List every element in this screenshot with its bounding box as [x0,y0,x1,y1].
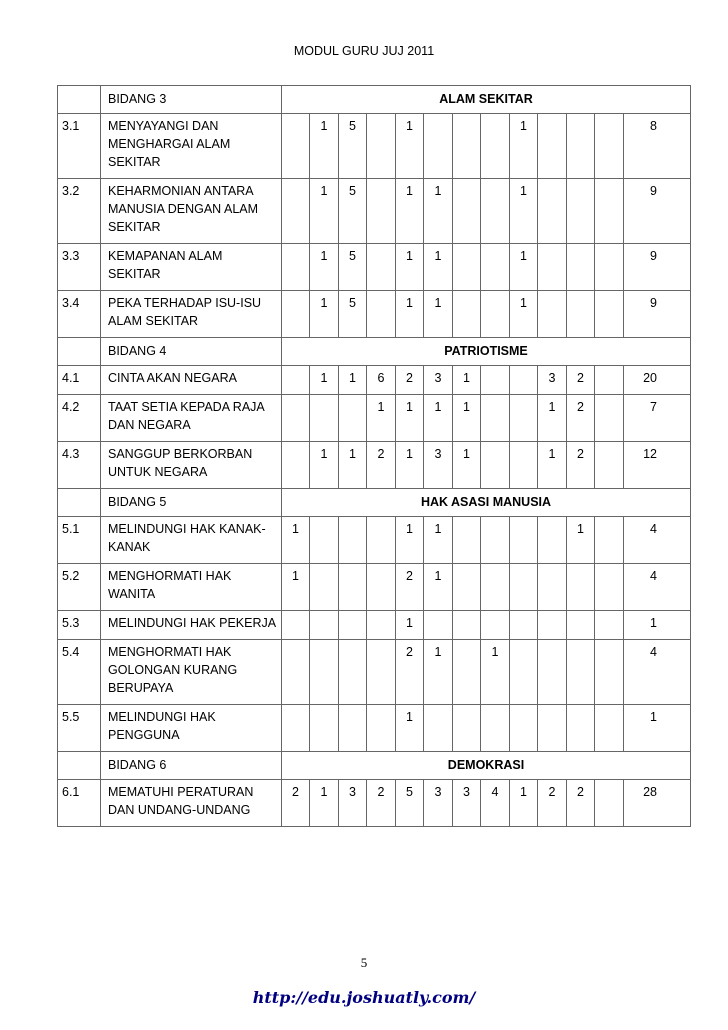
value-cell: 3 [424,780,453,827]
value-cell [367,640,396,705]
table-row [58,517,691,564]
value-cell [538,517,567,564]
section-code-cell [58,752,101,780]
value-cell [510,395,538,442]
row-total: 9 [624,179,691,244]
value-cell: 1 [310,366,339,395]
row-name: SANGGUP BERKORBAN UNTUK NEGARA [101,442,282,489]
value-cell [481,114,510,179]
value-cell [367,179,396,244]
value-cell: 1 [424,179,453,244]
row-name: MENGHORMATI HAK GOLONGAN KURANG BERUPAYA [101,640,282,705]
table-row [58,395,691,442]
section-title: HAK ASASI MANUSIA [282,489,691,517]
value-cell [453,611,481,640]
value-cell: 2 [567,395,595,442]
value-cell: 1 [396,517,424,564]
value-cell [595,114,624,179]
value-cell: 2 [538,780,567,827]
row-code: 3.3 [58,244,101,291]
value-cell: 3 [424,366,453,395]
value-cell [310,611,339,640]
value-cell: 3 [424,442,453,489]
value-cell: 1 [510,114,538,179]
value-cell [453,114,481,179]
row-name: MENYAYANGI DAN MENGHARGAI ALAM SEKITAR [101,114,282,179]
value-cell [595,395,624,442]
value-cell: 1 [453,442,481,489]
value-cell [538,705,567,752]
row-name: MELINDUNGI HAK PEKERJA [101,611,282,640]
value-cell [424,705,453,752]
section-code-cell [58,489,101,517]
value-cell [310,705,339,752]
row-total: 4 [624,640,691,705]
page-number: 5 [360,955,368,970]
row-total: 28 [624,780,691,827]
row-total: 9 [624,291,691,338]
value-cell [310,395,339,442]
value-cell: 4 [481,780,510,827]
table-row [58,179,691,244]
value-cell [481,179,510,244]
section-title: DEMOKRASI [282,752,691,780]
value-cell: 5 [339,179,367,244]
row-code: 4.1 [58,366,101,395]
value-cell: 6 [367,366,396,395]
value-cell: 1 [396,114,424,179]
value-cell [367,244,396,291]
value-cell: 1 [424,517,453,564]
value-cell [367,705,396,752]
value-cell [595,517,624,564]
row-name: PEKA TERHADAP ISU-ISU ALAM SEKITAR [101,291,282,338]
value-cell [481,517,510,564]
value-cell: 1 [424,640,453,705]
value-cell: 1 [310,179,339,244]
section-title: PATRIOTISME [282,338,691,366]
value-cell [367,114,396,179]
value-cell [538,291,567,338]
row-total: 7 [624,395,691,442]
value-cell [510,705,538,752]
value-cell [481,611,510,640]
row-name: MELINDUNGI HAK KANAK-KANAK [101,517,282,564]
value-cell: 1 [396,244,424,291]
value-cell [282,611,310,640]
value-cell [510,366,538,395]
value-cell [339,640,367,705]
value-cell [453,244,481,291]
value-cell [453,517,481,564]
value-cell [538,179,567,244]
value-cell [595,640,624,705]
table-row [58,114,691,179]
section-title: ALAM SEKITAR [282,86,691,114]
value-cell [510,611,538,640]
value-cell: 1 [396,705,424,752]
value-cell [339,395,367,442]
value-cell: 1 [339,366,367,395]
value-cell: 1 [481,640,510,705]
value-cell: 1 [510,179,538,244]
value-cell [367,611,396,640]
table-row [58,366,691,395]
value-cell [339,705,367,752]
row-code: 3.1 [58,114,101,179]
value-cell: 1 [424,291,453,338]
value-cell: 1 [367,395,396,442]
value-cell [282,366,310,395]
row-code: 6.1 [58,780,101,827]
value-cell [481,442,510,489]
row-name: MEMATUHI PERATURAN DAN UNDANG-UNDANG [101,780,282,827]
value-cell: 1 [310,291,339,338]
row-total: 1 [624,611,691,640]
row-total: 20 [624,366,691,395]
value-cell [567,179,595,244]
value-cell [595,442,624,489]
value-cell [453,705,481,752]
value-cell: 2 [396,640,424,705]
section-code-cell [58,86,101,114]
value-cell [567,114,595,179]
value-cell [339,564,367,611]
value-cell [367,291,396,338]
table-row [58,780,691,827]
value-cell: 1 [282,517,310,564]
row-code: 4.3 [58,442,101,489]
value-cell [567,640,595,705]
table-row [58,442,691,489]
row-total: 8 [624,114,691,179]
row-code: 5.2 [58,564,101,611]
footer-url[interactable]: http://edu.joshuatly.com/ [252,988,476,1007]
value-cell [453,291,481,338]
value-cell: 2 [367,442,396,489]
section-bidang-label: BIDANG 3 [101,86,282,114]
value-cell: 5 [339,291,367,338]
section-header-row [58,489,691,517]
value-cell: 3 [453,780,481,827]
value-cell: 5 [339,114,367,179]
value-cell: 1 [510,244,538,291]
value-cell [510,640,538,705]
value-cell: 3 [339,780,367,827]
value-cell [424,611,453,640]
value-cell: 1 [567,517,595,564]
table-row [58,564,691,611]
value-cell: 2 [567,366,595,395]
row-total: 4 [624,517,691,564]
value-cell: 1 [282,564,310,611]
value-cell: 1 [310,442,339,489]
row-total: 9 [624,244,691,291]
value-cell [282,291,310,338]
table-row [58,244,691,291]
value-cell [510,442,538,489]
value-cell: 2 [567,780,595,827]
value-cell [567,291,595,338]
row-code: 4.2 [58,395,101,442]
value-cell: 1 [339,442,367,489]
value-cell: 2 [396,366,424,395]
section-header-row [58,752,691,780]
value-cell: 1 [310,244,339,291]
row-code: 5.3 [58,611,101,640]
value-cell [481,705,510,752]
value-cell: 1 [396,291,424,338]
content-table [57,85,691,827]
table-row [58,705,691,752]
section-code-cell [58,338,101,366]
value-cell [567,611,595,640]
value-cell [481,564,510,611]
value-cell [282,114,310,179]
value-cell [538,244,567,291]
value-cell [282,442,310,489]
row-name: MELINDUNGI HAK PENGGUNA [101,705,282,752]
row-name: TAAT SETIA KEPADA RAJA DAN NEGARA [101,395,282,442]
page-header: MODUL GURU JUJ 2011 [293,44,435,58]
value-cell: 1 [510,291,538,338]
row-code: 3.4 [58,291,101,338]
value-cell: 1 [310,114,339,179]
row-total: 4 [624,564,691,611]
section-header-row [58,338,691,366]
section-header-row [58,86,691,114]
value-cell: 1 [453,395,481,442]
value-cell: 1 [538,395,567,442]
value-cell [595,780,624,827]
row-total: 12 [624,442,691,489]
value-cell: 1 [424,244,453,291]
value-cell [595,705,624,752]
value-cell [567,564,595,611]
row-name: KEMAPANAN ALAM SEKITAR [101,244,282,291]
value-cell [282,705,310,752]
row-total: 1 [624,705,691,752]
value-cell [538,564,567,611]
value-cell [567,244,595,291]
value-cell [282,244,310,291]
value-cell: 2 [567,442,595,489]
value-cell [339,611,367,640]
value-cell [339,517,367,564]
value-cell: 5 [339,244,367,291]
value-cell: 2 [282,780,310,827]
table-row [58,611,691,640]
value-cell: 1 [424,564,453,611]
value-cell [282,179,310,244]
row-code: 5.1 [58,517,101,564]
section-bidang-label: BIDANG 5 [101,489,282,517]
table-row [58,291,691,338]
value-cell [481,291,510,338]
value-cell: 1 [396,442,424,489]
value-cell: 1 [453,366,481,395]
row-name: MENGHORMATI HAK WANITA [101,564,282,611]
section-bidang-label: BIDANG 6 [101,752,282,780]
section-bidang-label: BIDANG 4 [101,338,282,366]
value-cell: 1 [538,442,567,489]
value-cell [453,564,481,611]
value-cell [595,244,624,291]
value-cell [367,517,396,564]
value-cell [310,564,339,611]
value-cell [481,366,510,395]
value-cell: 5 [396,780,424,827]
value-cell [595,611,624,640]
value-cell [538,114,567,179]
value-cell [595,366,624,395]
table-row [58,640,691,705]
value-cell: 1 [396,611,424,640]
value-cell [595,564,624,611]
value-cell: 2 [367,780,396,827]
value-cell: 1 [510,780,538,827]
value-cell [310,640,339,705]
value-cell [424,114,453,179]
value-cell: 1 [396,395,424,442]
value-cell [538,611,567,640]
value-cell [453,640,481,705]
row-code: 3.2 [58,179,101,244]
value-cell [510,517,538,564]
value-cell: 3 [538,366,567,395]
value-cell [510,564,538,611]
row-code: 5.5 [58,705,101,752]
value-cell [595,179,624,244]
value-cell [310,517,339,564]
value-cell: 1 [396,179,424,244]
value-cell: 1 [310,780,339,827]
value-cell [282,395,310,442]
value-cell [481,244,510,291]
value-cell [367,564,396,611]
row-code: 5.4 [58,640,101,705]
value-cell [481,395,510,442]
value-cell [282,640,310,705]
value-cell [538,640,567,705]
value-cell: 2 [396,564,424,611]
value-cell [567,705,595,752]
value-cell [595,291,624,338]
row-name: CINTA AKAN NEGARA [101,366,282,395]
value-cell [453,179,481,244]
value-cell: 1 [424,395,453,442]
row-name: KEHARMONIAN ANTARA MANUSIA DENGAN ALAM SEKITAR [101,179,282,244]
